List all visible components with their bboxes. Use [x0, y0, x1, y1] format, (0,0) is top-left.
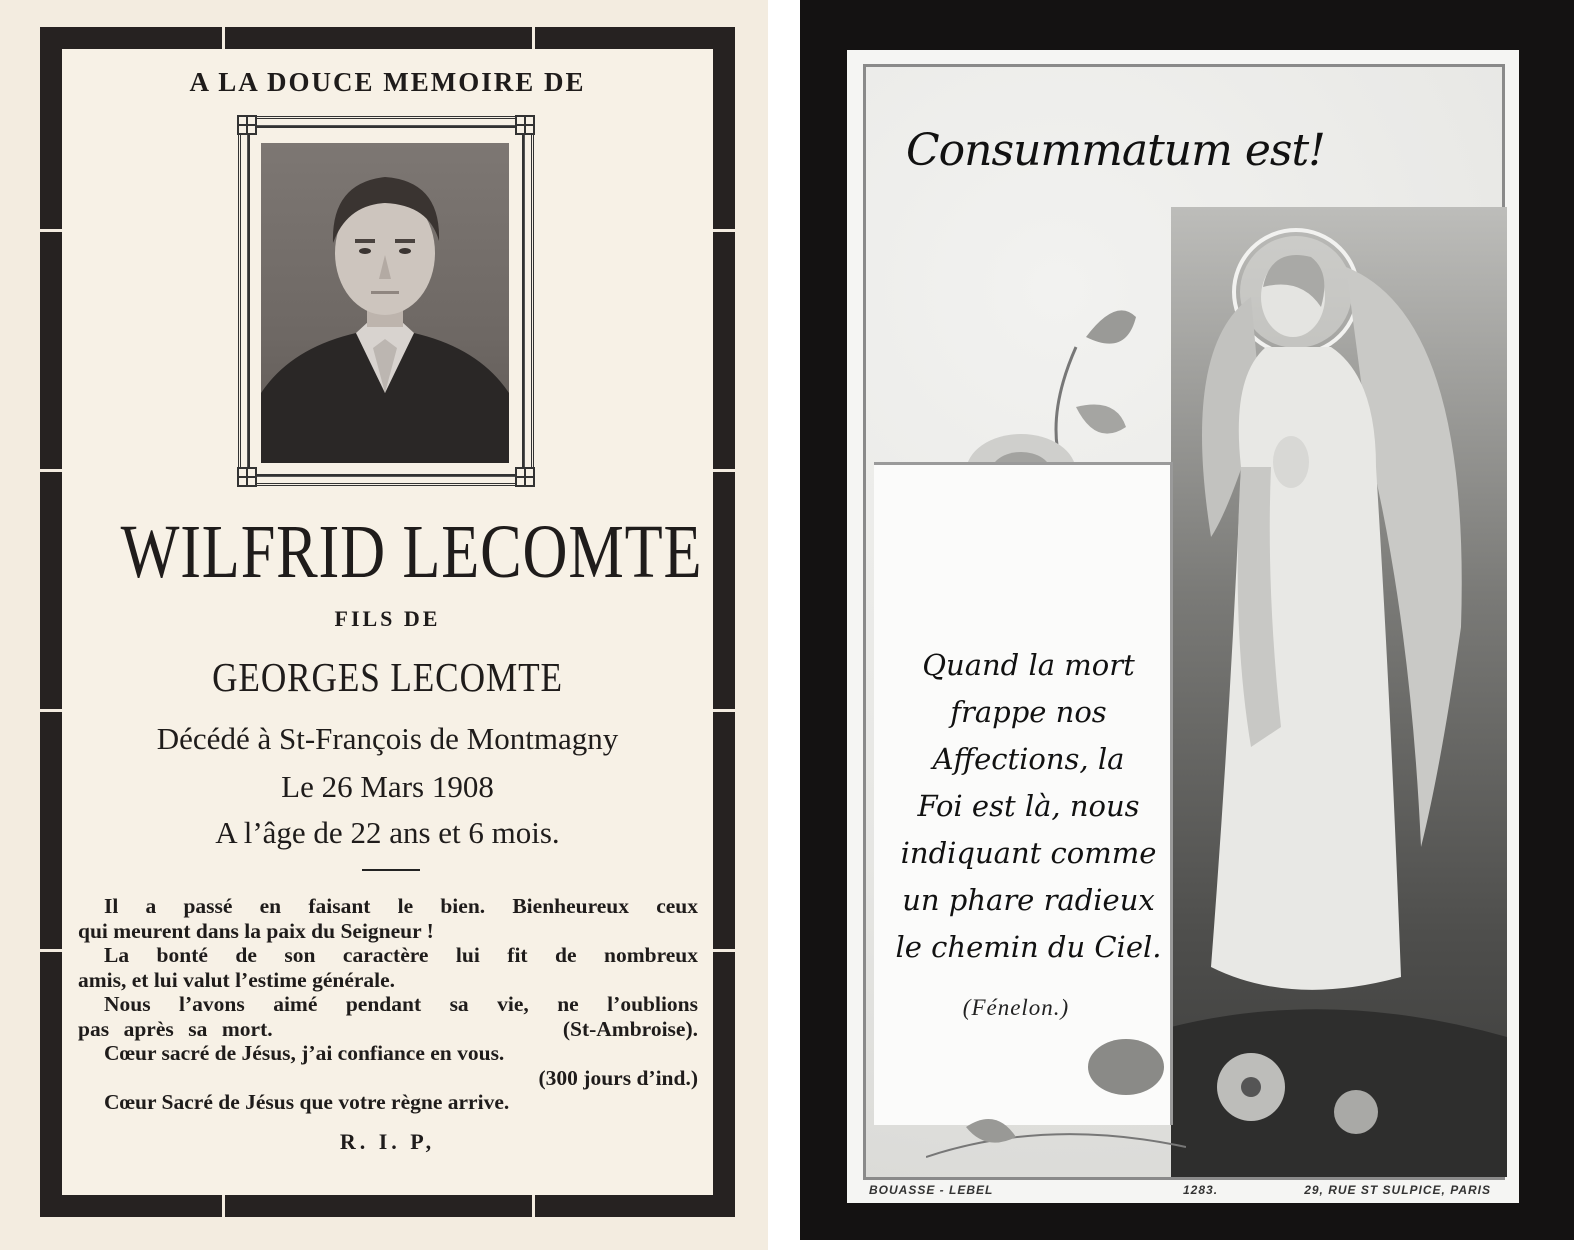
card-content [62, 49, 713, 1195]
printer-footer [863, 1183, 1505, 1199]
quote-line: Foi est là, nous [917, 789, 1140, 823]
quote-line: un phare radieux [902, 883, 1155, 917]
age-at-death: A l’âge de 22 ans et 6 mois. [215, 815, 560, 850]
card-number: 1283. [1183, 1183, 1219, 1197]
prayer-line: Cœur Sacré de Jésus que votre règne arrive. [104, 1090, 510, 1114]
death-place: Décédé à St-François de Montmagny [156, 721, 619, 756]
deceased-name: WILFRID LECOMTE [120, 510, 703, 594]
quote-line: le chemin du Ciel. [895, 930, 1162, 964]
son-of-label: FILS DE [334, 606, 441, 631]
death-date: Le 26 Mars 1908 [281, 769, 494, 804]
father-name: GEORGES LECOMTE [212, 654, 563, 700]
prayer-line: (300 jours d’ind.) [538, 1065, 698, 1090]
memorial-heading: A LA DOUCE MEMOIRE DE [189, 67, 586, 97]
angel-icon [1171, 207, 1507, 1177]
rip-text: R. I. P, [339, 1129, 436, 1154]
quote-author: (Fénelon.) [962, 995, 1070, 1020]
prayer-text [78, 894, 698, 1115]
title: Consummatum est! [906, 125, 1325, 176]
flower-icon [926, 1027, 1186, 1167]
memorial-card-right [800, 0, 1574, 1240]
prayer-line: amis, et lui valut l’estime générale. [78, 967, 396, 992]
publisher-address: 29, RUE ST SULPICE, PARIS [1304, 1183, 1491, 1197]
prayer-line: pas après sa mort. (St-Ambroise). [78, 1016, 698, 1041]
quote-text [886, 642, 1171, 971]
prayer-line: Cœur sacré de Jésus, j’ai confiance en vous. [104, 1041, 505, 1065]
divider [362, 869, 420, 871]
quote-line: Affections, la [932, 742, 1125, 776]
prayer-line: qui meurent dans la paix du Seigneur ! [78, 918, 434, 943]
portrait-photo [261, 143, 509, 463]
angel-illustration [1171, 207, 1507, 1177]
quote-line: indiquant comme [900, 836, 1157, 870]
illustration-frame [863, 64, 1505, 1180]
card-panel [847, 50, 1519, 1203]
portrait-frame [238, 116, 534, 486]
quote-line: frappe nos [950, 695, 1107, 729]
memorial-card-left [0, 0, 768, 1250]
prayer-line: Il a passé en faisant le bien. Bienheureux ceux [104, 894, 698, 918]
publisher-name: BOUASSE - LEBEL [869, 1183, 994, 1197]
prayer-line: Nous l’avons aimé pendant sa vie, ne l’oublions [104, 992, 698, 1016]
prayer-line: La bonté de son caractère lui fit de nombreux [104, 943, 698, 967]
man-portrait-icon [261, 143, 509, 463]
quote-line: Quand la mort [922, 648, 1135, 682]
